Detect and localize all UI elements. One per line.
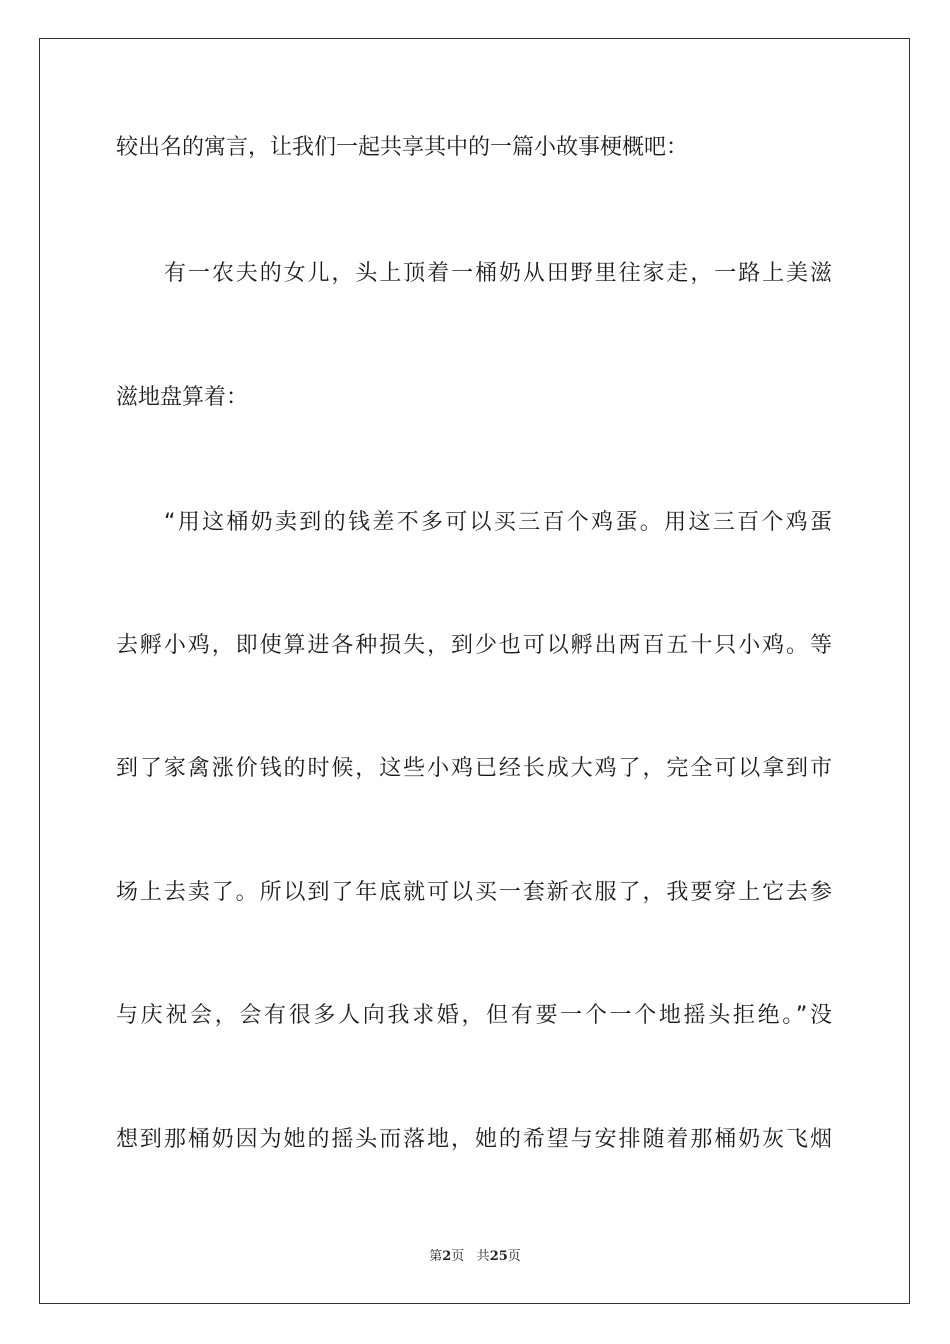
text-line-7: 场上去卖了。所以到了年底就可以买一套新衣服了，我要穿上它去参 — [116, 880, 832, 905]
footer-total-suffix: 页 — [507, 1249, 521, 1264]
text-line-9: 想到那桶奶因为她的摇头而落地，她的希望与安排随着那桶奶灰飞烟 — [116, 1127, 832, 1152]
footer-page-prefix: 第 — [429, 1249, 443, 1264]
footer-total-pages: 25 — [489, 1249, 508, 1264]
footer-page-number: 2 — [442, 1249, 452, 1264]
page-footer — [0, 1245, 950, 1264]
text-line-4: “用这桶奶卖到的钱差不多可以买三百个鸡蛋。用这三百个鸡蛋 — [164, 510, 832, 535]
text-line-8: 与庆祝会，会有很多人向我求婚，但有要一个一个地摇头拒绝。”没 — [116, 1003, 832, 1028]
text-line-2: 有一农夫的女儿，头上顶着一桶奶从田野里往家走，一路上美滋 — [164, 261, 832, 286]
page-border — [39, 38, 910, 1304]
text-line-5: 去孵小鸡，即使算进各种损失，到少也可以孵出两百五十只小鸡。等 — [116, 633, 832, 658]
text-line-1: 较出名的寓言，让我们一起共享其中的一篇小故事梗概吧： — [116, 135, 689, 160]
footer-page-suffix: 页 — [451, 1249, 465, 1264]
text-line-6: 到了家禽涨价钱的时候，这些小鸡已经长成大鸡了，完全可以拿到市 — [116, 756, 832, 781]
text-line-3: 滋地盘算着： — [116, 385, 249, 410]
footer-total-prefix: 共 — [476, 1249, 490, 1264]
